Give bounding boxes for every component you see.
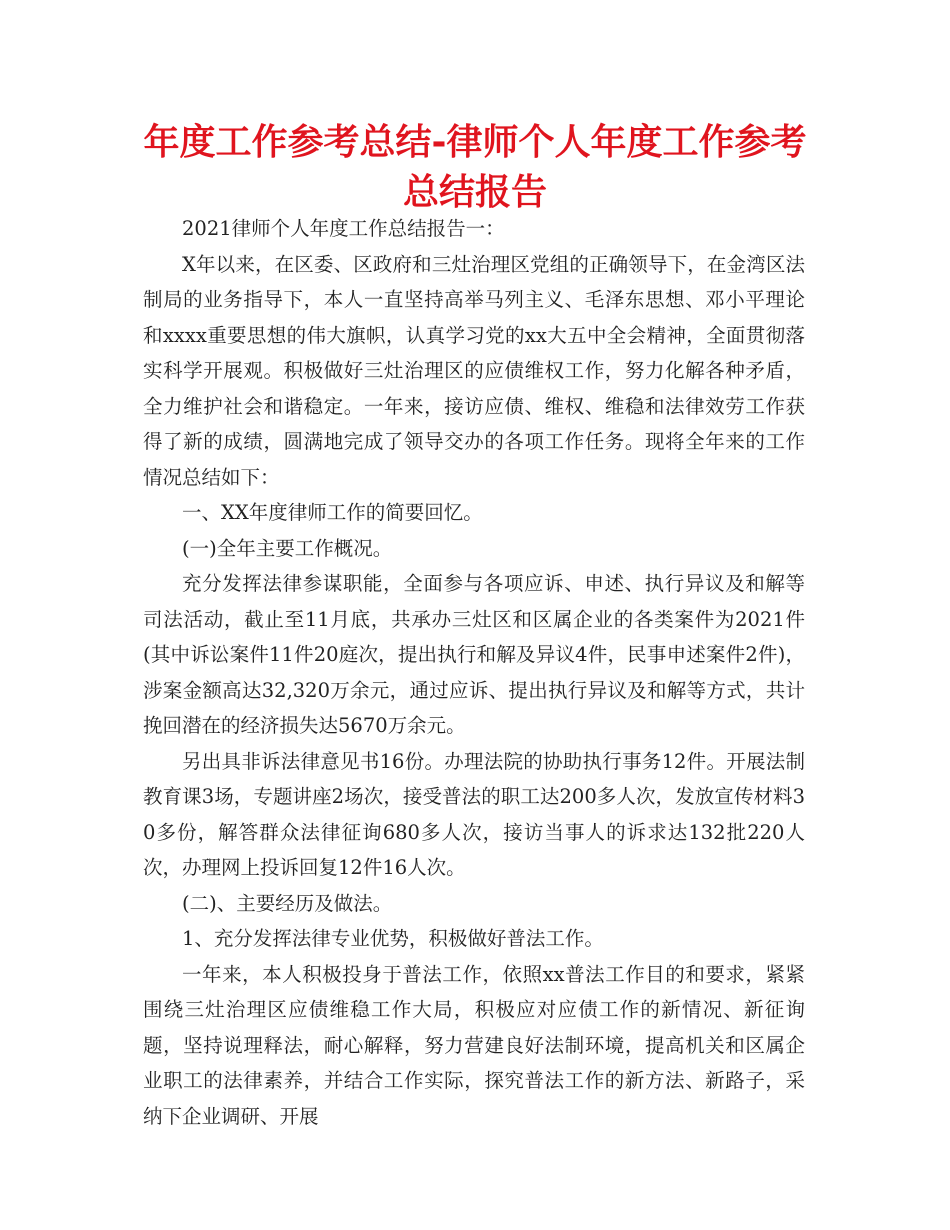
paragraph-report-heading: 2021律师个人年度工作总结报告一： <box>182 217 505 240</box>
paragraph-section-one-heading: 一、XX年度律师工作的简要回忆。 <box>182 501 483 524</box>
paragraph-subsection-one-heading: (一)全年主要工作概况。 <box>182 536 393 560</box>
paragraph-other-work: 另出具非诉法律意见书16份。办理法院的协助执行事务12件。开展法制教育课3场，专题讲座2场次，接受普法的职工达200多人次，发放宣传材料30多份，解答群众法律征询680多人次，接访当事人的诉求达132批220人次，办理网上投诉回复12件16人次。 <box>143 749 805 879</box>
paragraph-subsection-two-heading: (二)、主要经历及做法。 <box>182 891 393 915</box>
document-title: 年度工作参考总结-律师个人年度工作参考总结报告 <box>143 122 807 213</box>
paragraph-cases-summary: 充分发挥法律参谋职能，全面参与各项应诉、申述、执行异议及和解等司法活动，截止至11月底，共承办三灶区和区属企业的各类案件为2021件(其中诉讼案件11件20庭次，提出执行和解及异议4件，民事申述案件2件)，涉案金额高达32,320万余元，通过应诉、提出执行异议及和解等方式，共计挽回潜在的经济损失达5670万余元。 <box>143 572 805 737</box>
document-body <box>143 211 805 1134</box>
paragraph-intro: X年以来，在区委、区政府和三灶治理区党组的正确领导下，在金湾区法制局的业务指导下，本人一直坚持高举马列主义、毛泽东思想、邓小平理论和xxxx重要思想的伟大旗帜，认真学习党的xx大五中全会精神，全面贯彻落实科学开展观。积极做好三灶治理区的应债维权工作，努力化解各种矛盾，全力维护社会和谐稳定。一年来，接访应债、维权、维稳和法律效劳工作获得了新的成绩，圆满地完成了领导交办的各项工作任务。现将全年来的工作情况总结如下： <box>143 252 805 489</box>
paragraph-point-one-heading: 1、充分发挥法律专业优势，积极做好普法工作。 <box>182 927 604 950</box>
paragraph-legal-education: 一年来，本人积极投身于普法工作，依照xx普法工作目的和要求，紧紧围绕三灶治理区应债维稳工作大局，积极应对应债工作的新情况、新征询题，坚持说理释法，耐心解释，努力营建良好法制环境，提高机关和区属企业职工的法律素养，并结合工作实际，探究普法工作的新方法、新路子，采纳下企业调研、开展 <box>143 962 805 1128</box>
